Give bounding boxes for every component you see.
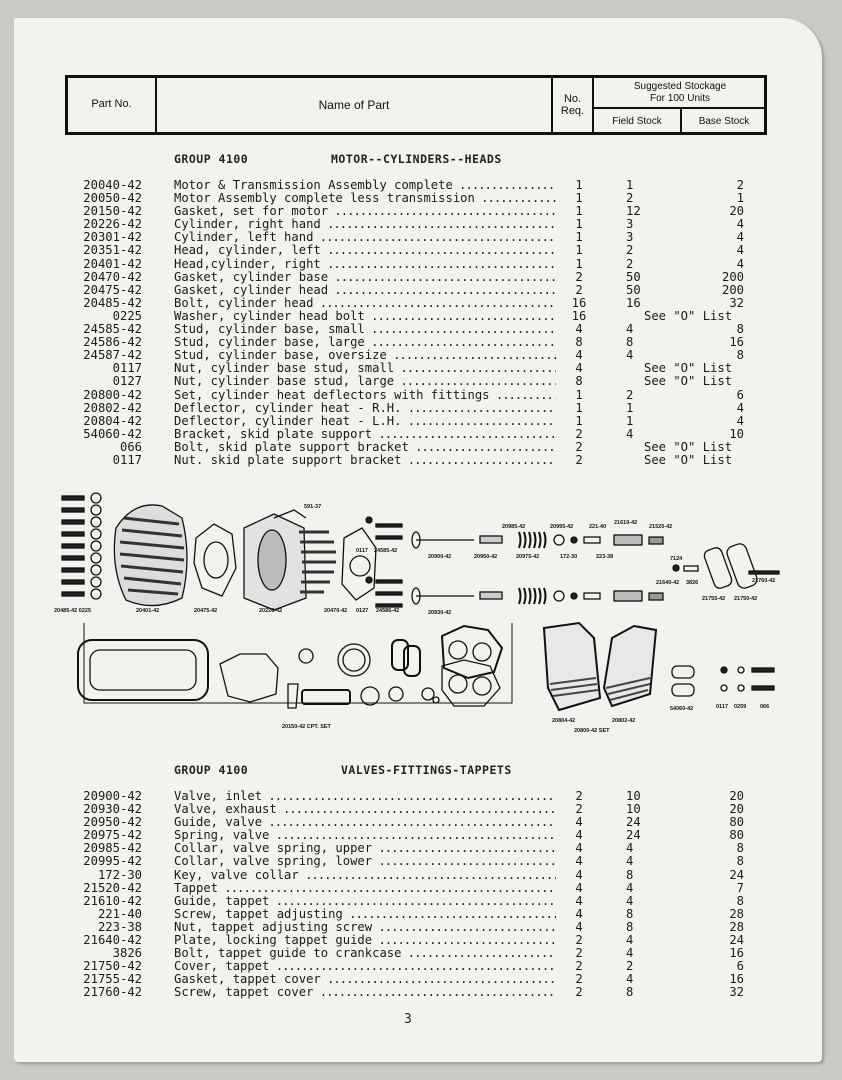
label-stud-large: 24586-42 bbox=[376, 608, 400, 614]
label-bolt-washer: 20485-42 0225 bbox=[54, 608, 92, 614]
label-tappet: 21520-42 bbox=[649, 524, 673, 530]
label-nut-small: 0117 bbox=[356, 548, 368, 554]
base-stock: 10 bbox=[729, 426, 744, 441]
field-stock: 8 bbox=[626, 985, 634, 1000]
part-name: Guide, valve ..... bbox=[174, 816, 556, 829]
number-required: 2 bbox=[575, 985, 583, 1000]
field-stock: 4 bbox=[626, 322, 634, 337]
number-required: 2 bbox=[575, 802, 583, 817]
base-stock: 80 bbox=[729, 815, 744, 830]
header-name-of-part: Name of Part bbox=[318, 98, 390, 112]
base-stock: 4 bbox=[736, 256, 744, 271]
exploded-parts-illustration bbox=[44, 488, 804, 743]
see-o-list: See "O" List bbox=[644, 361, 733, 376]
base-stock: 6 bbox=[736, 959, 744, 974]
field-stock: 24 bbox=[626, 815, 641, 830]
number-required: 1 bbox=[575, 178, 583, 192]
number-required: 4 bbox=[575, 854, 583, 869]
number-required: 2 bbox=[575, 452, 583, 467]
number-required: 4 bbox=[575, 322, 583, 337]
field-stock: 8 bbox=[626, 867, 634, 882]
label-cover-screw: 21760-42 bbox=[752, 578, 776, 584]
field-stock: 12 bbox=[626, 204, 641, 219]
label-591-37: 591-37 bbox=[304, 504, 322, 510]
number-required: 4 bbox=[575, 893, 583, 908]
part-name: Nut. skid plate support bracket ..... bbox=[174, 454, 556, 467]
valve-train-exhaust bbox=[412, 588, 663, 604]
part-number: 20050-42 bbox=[83, 191, 142, 206]
part-row bbox=[14, 258, 822, 271]
number-required: 4 bbox=[575, 867, 583, 882]
base-stock: 8 bbox=[736, 893, 744, 908]
part-row bbox=[14, 441, 822, 454]
base-stock: 8 bbox=[736, 841, 744, 856]
base-stock: 4 bbox=[736, 243, 744, 258]
header-suggested-stockage: Suggested Stockage For 100 Units bbox=[633, 81, 727, 104]
field-stock: 24 bbox=[626, 828, 641, 843]
base-stock: 2 bbox=[736, 178, 744, 192]
label-key: 172-30 bbox=[560, 554, 578, 560]
part-name: Nut, cylinder base stud, large ..... bbox=[174, 375, 556, 388]
part-number: 0117 bbox=[112, 361, 142, 376]
number-required: 2 bbox=[575, 959, 583, 974]
label-0259: 0259 bbox=[734, 704, 747, 710]
base-stock: 4 bbox=[736, 413, 744, 428]
label-lower-collar: 20995-42 bbox=[550, 524, 574, 530]
part-name: Head, cylinder, left ..... bbox=[174, 244, 556, 257]
label-nut: 223-38 bbox=[596, 554, 614, 560]
field-stock: 3 bbox=[626, 230, 634, 245]
group2-label: GROUP 4100 bbox=[174, 763, 249, 777]
field-stock: 2 bbox=[626, 191, 634, 206]
cylinder bbox=[244, 510, 336, 610]
part-number: 20975-42 bbox=[83, 828, 142, 843]
base-stock: 6 bbox=[736, 387, 744, 402]
valve-train-inlet bbox=[412, 532, 663, 548]
field-stock: 4 bbox=[626, 880, 634, 895]
base-stock: 16 bbox=[729, 946, 744, 961]
label-deflector-set: 20800-42 SET bbox=[574, 728, 610, 734]
part-row bbox=[14, 297, 822, 310]
part-number: 0117 bbox=[112, 452, 142, 467]
number-required: 2 bbox=[575, 789, 583, 803]
number-required: 8 bbox=[575, 374, 583, 389]
label-tappet-guide: 21610-42 bbox=[614, 520, 638, 526]
part-name: Bolt, cylinder head ..... bbox=[174, 297, 556, 310]
part-number: 20040-42 bbox=[83, 178, 142, 192]
part-number: 21760-42 bbox=[83, 985, 142, 1000]
part-name: Collar, valve spring, upper ..... bbox=[174, 842, 556, 855]
label-3826: 3826 bbox=[686, 580, 699, 586]
base-stock: 32 bbox=[729, 295, 744, 310]
part-name: Stud, cylinder base, small ..... bbox=[174, 323, 556, 336]
part-name: Bolt, skid plate support bracket ..... bbox=[174, 441, 556, 454]
part-name: Bracket, skid plate support ..... bbox=[174, 428, 556, 441]
part-row bbox=[14, 882, 822, 895]
part-name: Stud, cylinder base, large ..... bbox=[174, 336, 556, 349]
part-name: Cylinder, left hand ..... bbox=[174, 231, 556, 244]
part-name: Washer, cylinder head bolt ..... bbox=[174, 310, 556, 323]
part-name: Valve, inlet ..... bbox=[174, 790, 556, 803]
part-number: 20804-42 bbox=[83, 413, 142, 428]
number-required: 4 bbox=[575, 880, 583, 895]
field-stock: 4 bbox=[626, 854, 634, 869]
part-number: 20995-42 bbox=[83, 854, 142, 869]
number-required: 4 bbox=[575, 919, 583, 934]
part-number: 20800-42 bbox=[83, 387, 142, 402]
part-row bbox=[14, 869, 822, 882]
part-name: Bolt, tappet guide to crankcase ..... bbox=[174, 947, 556, 960]
number-required: 1 bbox=[575, 191, 583, 206]
part-row bbox=[14, 271, 822, 284]
part-name: Cylinder, right hand ..... bbox=[174, 218, 556, 231]
header-no-req: No. Req. bbox=[560, 93, 585, 117]
part-name: Deflector, cylinder heat - R.H. ..... bbox=[174, 402, 556, 415]
field-stock: 2 bbox=[626, 959, 634, 974]
label-cylinder: 20226-42 bbox=[259, 608, 283, 614]
part-name: Screw, tappet adjusting ..... bbox=[174, 908, 556, 921]
base-stock: 200 bbox=[721, 282, 744, 297]
part-number: 20900-42 bbox=[83, 789, 142, 803]
label-locking-plate: 21640-42 bbox=[656, 580, 680, 586]
number-required: 4 bbox=[575, 361, 583, 376]
label-head-left: 20401-42 bbox=[136, 608, 160, 614]
number-required: 2 bbox=[575, 972, 583, 987]
base-stock: 32 bbox=[729, 985, 744, 1000]
base-stock: 28 bbox=[729, 919, 744, 934]
field-stock: 50 bbox=[626, 282, 641, 297]
part-number: 066 bbox=[119, 439, 142, 454]
part-name: Nut, tappet adjusting screw ..... bbox=[174, 921, 556, 934]
part-number: 21750-42 bbox=[83, 959, 142, 974]
field-stock: 3 bbox=[626, 217, 634, 232]
label-screw: 221-40 bbox=[589, 524, 607, 530]
field-stock: 4 bbox=[626, 426, 634, 441]
part-row bbox=[14, 244, 822, 257]
part-name: Gasket, cylinder base ..... bbox=[174, 271, 556, 284]
number-required: 2 bbox=[575, 439, 583, 454]
part-name: Cover, tappet ..... bbox=[174, 960, 556, 973]
label-bracket: 54060-42 bbox=[670, 706, 694, 712]
part-number: 20930-42 bbox=[83, 802, 142, 817]
part-name: Tappet ..... bbox=[174, 882, 556, 895]
part-row bbox=[14, 908, 822, 921]
number-required: 4 bbox=[575, 828, 583, 843]
part-number: 223-38 bbox=[97, 919, 142, 934]
cylinder-head bbox=[114, 505, 187, 606]
number-required: 1 bbox=[575, 217, 583, 232]
part-name: Plate, locking tappet guide ..... bbox=[174, 934, 556, 947]
number-required: 2 bbox=[575, 933, 583, 948]
part-number: 172-30 bbox=[97, 867, 142, 882]
part-name: Head,cylinder, right ..... bbox=[174, 258, 556, 271]
field-stock: 1 bbox=[626, 400, 634, 415]
part-number: 0127 bbox=[112, 374, 142, 389]
base-stock: 20 bbox=[729, 204, 744, 219]
base-stock: 80 bbox=[729, 828, 744, 843]
number-required: 4 bbox=[575, 348, 583, 363]
base-gasket bbox=[342, 528, 376, 600]
label-valve-spring: 20975-42 bbox=[516, 554, 540, 560]
part-number: 21640-42 bbox=[83, 933, 142, 948]
base-stock: 16 bbox=[729, 335, 744, 350]
field-stock: 10 bbox=[626, 802, 641, 817]
number-required: 2 bbox=[575, 269, 583, 284]
base-stock: 20 bbox=[729, 802, 744, 817]
part-number: 20802-42 bbox=[83, 400, 142, 415]
field-stock: 50 bbox=[626, 269, 641, 284]
base-stock: 8 bbox=[736, 854, 744, 869]
number-required: 4 bbox=[575, 841, 583, 856]
column-header-table bbox=[65, 75, 767, 135]
label-066: 066 bbox=[760, 704, 770, 710]
part-number: 20950-42 bbox=[83, 815, 142, 830]
part-number: 21520-42 bbox=[83, 880, 142, 895]
part-number: 54060-42 bbox=[83, 426, 142, 441]
part-name: Gasket, set for motor ..... bbox=[174, 205, 556, 218]
field-stock: 4 bbox=[626, 933, 634, 948]
field-stock: 8 bbox=[626, 919, 634, 934]
part-row bbox=[14, 986, 822, 999]
gasket-set bbox=[78, 623, 512, 708]
group1-parts-list bbox=[14, 179, 822, 467]
field-stock: 4 bbox=[626, 972, 634, 987]
part-number: 21755-42 bbox=[83, 972, 142, 987]
number-required: 1 bbox=[575, 387, 583, 402]
number-required: 1 bbox=[575, 413, 583, 428]
part-number: 20226-42 bbox=[83, 217, 142, 232]
field-stock: 1 bbox=[626, 413, 634, 428]
part-name: Gasket, tappet cover ..... bbox=[174, 973, 556, 986]
field-stock: 4 bbox=[626, 946, 634, 961]
number-required: 4 bbox=[575, 906, 583, 921]
part-number: 20150-42 bbox=[83, 204, 142, 219]
number-required: 1 bbox=[575, 204, 583, 219]
label-base-gasket: 20470-42 bbox=[324, 608, 348, 614]
label-tappet-cover: 21750-42 bbox=[734, 596, 758, 602]
label-valve-guide: 20950-42 bbox=[474, 554, 498, 560]
label-deflector-rh: 20802-42 bbox=[612, 718, 636, 724]
label-head-gasket: 20475-42 bbox=[194, 608, 218, 614]
label-gasket-set: 20150-42 CPT. SET bbox=[282, 724, 331, 730]
part-name: Gasket, cylinder head ..... bbox=[174, 284, 556, 297]
header-base-stock: Base Stock bbox=[698, 116, 750, 127]
part-name: Key, valve collar ..... bbox=[174, 869, 556, 882]
part-number: 20485-42 bbox=[83, 295, 142, 310]
base-stock: 20 bbox=[729, 789, 744, 803]
part-number: 21610-42 bbox=[83, 893, 142, 908]
number-required: 16 bbox=[571, 308, 587, 323]
part-row bbox=[14, 375, 822, 388]
part-name: Guide, tappet ..... bbox=[174, 895, 556, 908]
field-stock: 1 bbox=[626, 178, 634, 192]
field-stock: 16 bbox=[626, 295, 641, 310]
part-name: Spring, valve ..... bbox=[174, 829, 556, 842]
number-required: 1 bbox=[575, 400, 583, 415]
part-number: 20475-42 bbox=[83, 282, 142, 297]
field-stock: 8 bbox=[626, 906, 634, 921]
number-required: 16 bbox=[571, 295, 587, 310]
see-o-list: See "O" List bbox=[644, 439, 733, 454]
label-nut-large: 0127 bbox=[356, 608, 369, 614]
field-stock: 2 bbox=[626, 243, 634, 258]
base-stock: 1 bbox=[736, 191, 744, 206]
see-o-list: See "O" List bbox=[644, 374, 733, 389]
part-name: Collar, valve spring, lower ..... bbox=[174, 855, 556, 868]
group1-label: GROUP 4100 bbox=[174, 152, 249, 166]
label-upper-collar: 20985-42 bbox=[502, 524, 526, 530]
part-name: Valve, exhaust ..... bbox=[174, 803, 556, 816]
part-number: 24586-42 bbox=[83, 335, 142, 350]
part-number: 24587-42 bbox=[83, 348, 142, 363]
part-number: 0225 bbox=[112, 308, 142, 323]
part-number: 20985-42 bbox=[83, 841, 142, 856]
head-gasket bbox=[194, 524, 236, 596]
page-number: 3 bbox=[404, 1012, 412, 1027]
base-stock: 16 bbox=[729, 972, 744, 987]
label-deflector-lh: 20804-42 bbox=[552, 718, 576, 724]
label-inlet-valve: 20900-42 bbox=[428, 554, 452, 560]
field-stock: 10 bbox=[626, 789, 641, 803]
part-number: 20470-42 bbox=[83, 269, 142, 284]
part-name: Deflector, cylinder heat - L.H. ..... bbox=[174, 415, 556, 428]
base-stock: 200 bbox=[721, 269, 744, 284]
base-stock: 4 bbox=[736, 230, 744, 245]
part-number: 221-40 bbox=[97, 906, 142, 921]
see-o-list: See "O" List bbox=[644, 452, 733, 467]
part-row bbox=[14, 284, 822, 297]
base-stock: 8 bbox=[736, 348, 744, 363]
field-stock: 4 bbox=[626, 893, 634, 908]
part-name: Motor & Transmission Assembly complete ..... bbox=[174, 179, 556, 192]
number-required: 1 bbox=[575, 243, 583, 258]
part-name: Stud, cylinder base, oversize ..... bbox=[174, 349, 556, 362]
base-stock: 4 bbox=[736, 217, 744, 232]
header-part-no: Part No. bbox=[91, 98, 132, 110]
number-required: 8 bbox=[575, 335, 583, 350]
document-page bbox=[14, 18, 822, 1062]
group2-title: VALVES-FITTINGS-TAPPETS bbox=[341, 763, 512, 777]
base-stock: 8 bbox=[736, 322, 744, 337]
part-name: Screw, tappet cover ..... bbox=[174, 986, 556, 999]
field-stock: 4 bbox=[626, 841, 634, 856]
part-row bbox=[14, 855, 822, 868]
label-7124: 7124 bbox=[670, 556, 683, 562]
field-stock: 2 bbox=[626, 387, 634, 402]
part-number: 20301-42 bbox=[83, 230, 142, 245]
label-exhaust-valve: 20930-42 bbox=[428, 610, 452, 616]
part-number: 3826 bbox=[112, 946, 142, 961]
part-row bbox=[14, 415, 822, 428]
part-number: 20351-42 bbox=[83, 243, 142, 258]
base-stock: 24 bbox=[729, 867, 744, 882]
skid-plate-brackets bbox=[672, 666, 774, 696]
base-stock: 28 bbox=[729, 906, 744, 921]
label-stud-small: 24585-42 bbox=[374, 548, 398, 554]
number-required: 1 bbox=[575, 256, 583, 271]
part-row bbox=[14, 389, 822, 402]
label-cover-gasket: 21755-42 bbox=[702, 596, 726, 602]
number-required: 2 bbox=[575, 426, 583, 441]
heat-deflectors bbox=[544, 623, 656, 710]
group2-parts-list bbox=[14, 790, 822, 1000]
number-required: 2 bbox=[575, 282, 583, 297]
header-field-stock: Field Stock bbox=[612, 116, 662, 127]
number-required: 2 bbox=[575, 946, 583, 961]
label-0117: 0117 bbox=[716, 704, 728, 710]
part-number: 24585-42 bbox=[83, 322, 142, 337]
field-stock: 4 bbox=[626, 348, 634, 363]
part-row bbox=[14, 428, 822, 441]
base-stock: 24 bbox=[729, 933, 744, 948]
part-row bbox=[14, 895, 822, 908]
number-required: 1 bbox=[575, 230, 583, 245]
see-o-list: See "O" List bbox=[644, 308, 733, 323]
part-row bbox=[14, 454, 822, 467]
field-stock: 2 bbox=[626, 256, 634, 271]
group1-title: MOTOR--CYLINDERS--HEADS bbox=[331, 152, 502, 166]
part-number: 20401-42 bbox=[83, 256, 142, 271]
part-name: Set, cylinder heat deflectors with fittings ..... bbox=[174, 389, 556, 402]
part-name: Nut, cylinder base stud, small ..... bbox=[174, 362, 556, 375]
base-stock: 7 bbox=[736, 880, 744, 895]
number-required: 4 bbox=[575, 815, 583, 830]
part-row bbox=[14, 402, 822, 415]
field-stock: 8 bbox=[626, 335, 634, 350]
studs bbox=[366, 517, 402, 607]
base-stock: 4 bbox=[736, 400, 744, 415]
bolt-washer-column bbox=[62, 493, 101, 599]
part-name: Motor Assembly complete less transmission ..... bbox=[174, 192, 556, 205]
